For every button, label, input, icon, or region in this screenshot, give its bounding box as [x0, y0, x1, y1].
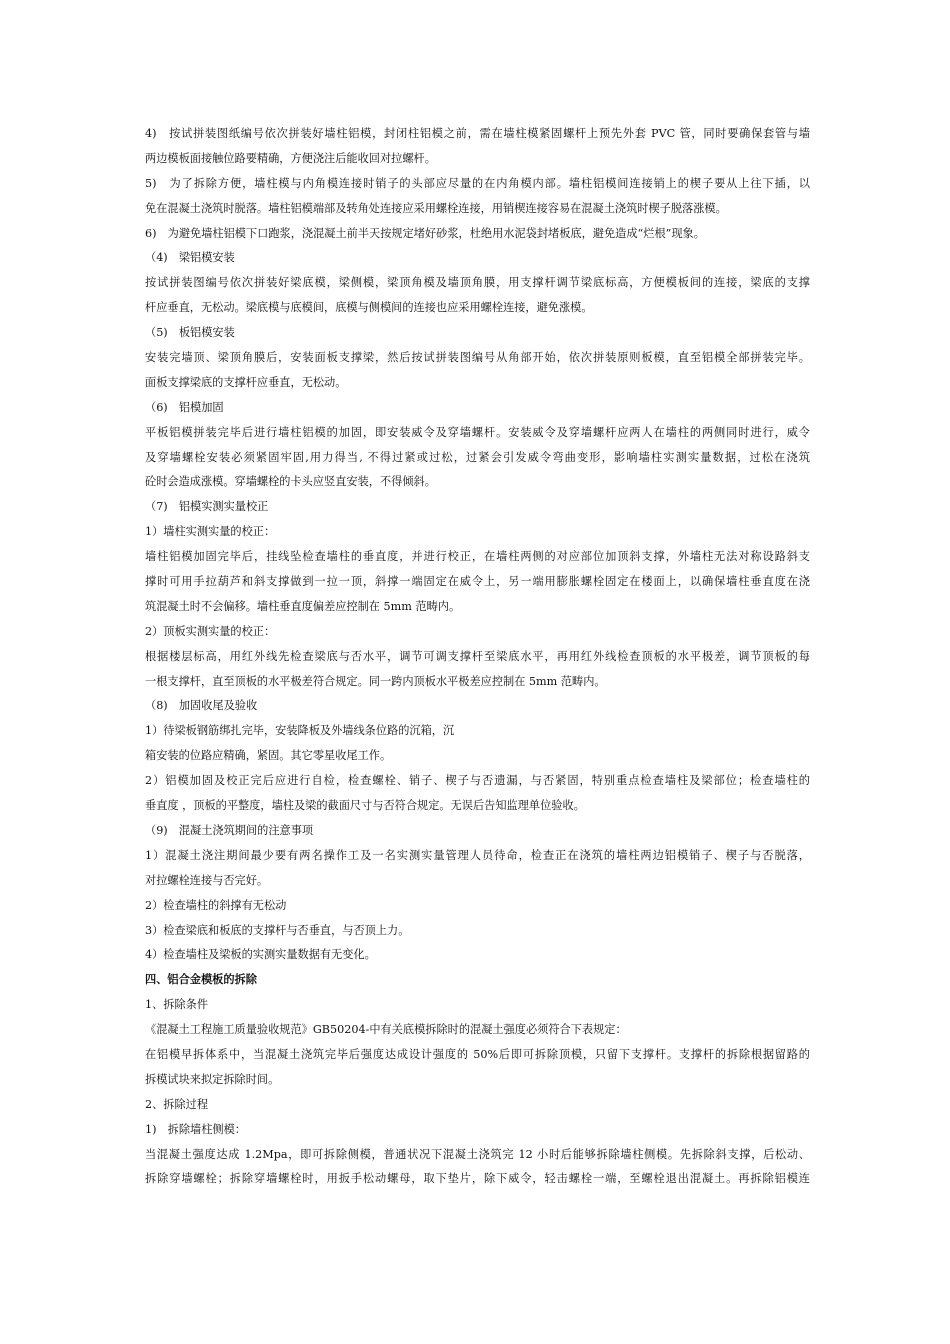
text-line: 及穿墙螺栓安装必须紧固牢固,用力得当, 不得过紧或过松，过紧会引发威令弯曲变形，影响墙柱实测实量数据，过松在浇筑	[145, 450, 810, 464]
text-line: （8) 加固收尾及验收	[145, 699, 258, 713]
text-line: （5) 板铝模安装	[145, 326, 235, 340]
text-line: 面板支撑梁底的支撑杆应垂直，无松动。	[145, 375, 347, 389]
text-line: 垂直度 ，顶板的平整度，墙柱及梁的截面尺寸与否符合规定。无误后告知监理单位验收。	[145, 799, 585, 813]
text-line: 一根支撑杆，直至顶板的水平极差符合规定。同一跨内顶板水平极差应控制在 5mm 范畴内。	[145, 674, 606, 688]
document-body	[145, 122, 810, 1192]
text-line: 安装完墙顶、梁顶角膜后，安装面板支撑梁，然后按试拼装图编号从角部开始，依次拼装原则板模，直至铝模全部拼装完毕。	[145, 351, 810, 365]
text-line: 1) 拆除墙柱侧模：	[145, 1122, 246, 1136]
text-line: 拆模试块来拟定拆除时间。	[145, 1072, 280, 1086]
text-line: 1）混凝土浇注期间最少要有两名操作工及一名实测实量管理人员待命，检查正在浇筑的墙柱两边铝模销子、楔子与否脱落，	[145, 848, 810, 862]
text-line: 2）铝模加固及校正完后应进行自检，检查螺栓、销子、楔子与否遗漏，与否紧固，特别重点检查墙柱及梁部位；检查墙柱的	[145, 774, 810, 788]
text-line: 根据楼层标高，用红外线先检查梁底与否水平，调节可调支撑杆至梁底水平，再用红外线检查顶板的水平极差，调节顶板的每	[145, 649, 810, 663]
text-line: 2）顶板实测实量的校正：	[145, 624, 276, 638]
text-line: 箱安装的位路应精确，紧固。其它零星收尾工作。	[145, 749, 392, 763]
text-line: （9) 混凝土浇筑期间的注意事项	[145, 823, 314, 837]
text-line: 4）检查墙柱及梁板的实测实量数据有无变化。	[145, 948, 376, 962]
text-line: 砼时会造成涨模。穿墙螺栓的卡头应竖直安装，不得倾斜。	[145, 475, 436, 489]
text-line: 撑时可用手拉葫芦和斜支撑做到一拉一顶，斜撑一端固定在威令上，另一端用膨胀螺栓固定在楼面上，以确保墙柱垂直度在浇	[145, 575, 810, 589]
text-line: 4) 按试拼装图纸编号依次拼装好墙柱铝模，封闭柱铝模之前，需在墙柱模紧固螺杆上预先外套 PVC 管，同时要确保套管与墙	[145, 127, 810, 140]
text-line: 2、拆除过程	[145, 1097, 209, 1111]
text-line: 平板铝模拼装完毕后进行墙柱铝模的加固，即安装威令及穿墙螺杆。安装威令及穿墙螺杆应两人在墙柱的两侧同时进行，威令	[145, 425, 810, 439]
text-line: 筑混凝土时不会偏移。墙柱垂直度偏差应控制在 5mm 范畴内。	[145, 599, 461, 613]
section-heading: 四、铝合金模板的拆除	[145, 973, 257, 987]
text-line: 2）检查墙柱的斜撑有无松动	[145, 898, 287, 912]
text-line: 拆除穿墙螺栓；拆除穿墙螺栓时，用扳手松动螺母，取下垫片，除下威令，轻击螺栓一端，至螺栓退出混凝土。再拆除铝模连	[145, 1172, 810, 1186]
text-line: 5) 为了拆除方便，墙柱模与内角模连接时销子的头部应尽量的在内角模内部。墙柱铝模间连接销上的楔子要从上往下插，以	[145, 176, 810, 190]
text-line: 1）待梁板钢筋绑扎完毕，安装降板及外墙线条位路的沉箱，沉	[145, 724, 455, 738]
text-line: 3）检查梁底和板底的支撑杆与否垂直，与否顶上力。	[145, 923, 410, 937]
text-line: 6) 为避免墙柱铝模下口跑浆，浇混凝土前半天按规定堵好砂浆，杜绝用水泥袋封堵板底，避免造成“烂根”现象。	[145, 226, 705, 240]
text-line: 墙柱铝模加固完毕后，挂线坠检查墙柱的垂直度，并进行校正，在墙柱两侧的对应部位加顶斜支撑，外墙柱无法对称设路斜支	[145, 550, 810, 564]
text-line: 1、拆除条件	[145, 998, 209, 1012]
text-line: （7) 铝模实测实量校正	[145, 500, 269, 514]
text-line: 1）墙柱实测实量的校正：	[145, 525, 276, 539]
text-line: 在铝模早拆体系中，当混凝土浇筑完毕后强度达成设计强度的 50%后即可拆除顶模，只留下支撑杆。支撑杆的拆除根据留路的	[145, 1047, 810, 1061]
text-line: 按试拼装图编号依次拼装好梁底模，梁侧模，梁顶角模及墙顶角膜，用支撑杆调节梁底标高，方便模板间的连接，梁底的支撑	[145, 276, 810, 290]
text-line: 对拉螺栓连接与否完好。	[145, 873, 269, 887]
text-line: （4) 梁铝模安装	[145, 251, 235, 265]
text-line: 免在混凝土浇筑时脱落。墙柱铝模端部及转角处连接应采用螺栓连接，用销楔连接容易在混凝土浇筑时楔子脱落涨模。	[145, 201, 727, 215]
text-line: 《混凝土工程施工质量验收规范》GB50204-中有关底模拆除时的混凝土强度必须符合下表规定：	[145, 1023, 627, 1037]
text-line: （6) 铝模加固	[145, 400, 224, 414]
text-line: 两边模板面接触位路要精确，方便浇注后能收回对拉螺杆。	[145, 151, 436, 165]
text-line: 杆应垂直，无松动。梁底模与底模间，底模与侧模间的连接也应采用螺栓连接，避免涨模。	[145, 301, 593, 315]
text-line: 当混凝土强度达成 1.2Mpa，即可拆除侧模，普通状况下混凝土浇筑完 12 小时后能够拆除墙柱侧模。先拆除斜支撑，后松动、	[145, 1147, 810, 1161]
